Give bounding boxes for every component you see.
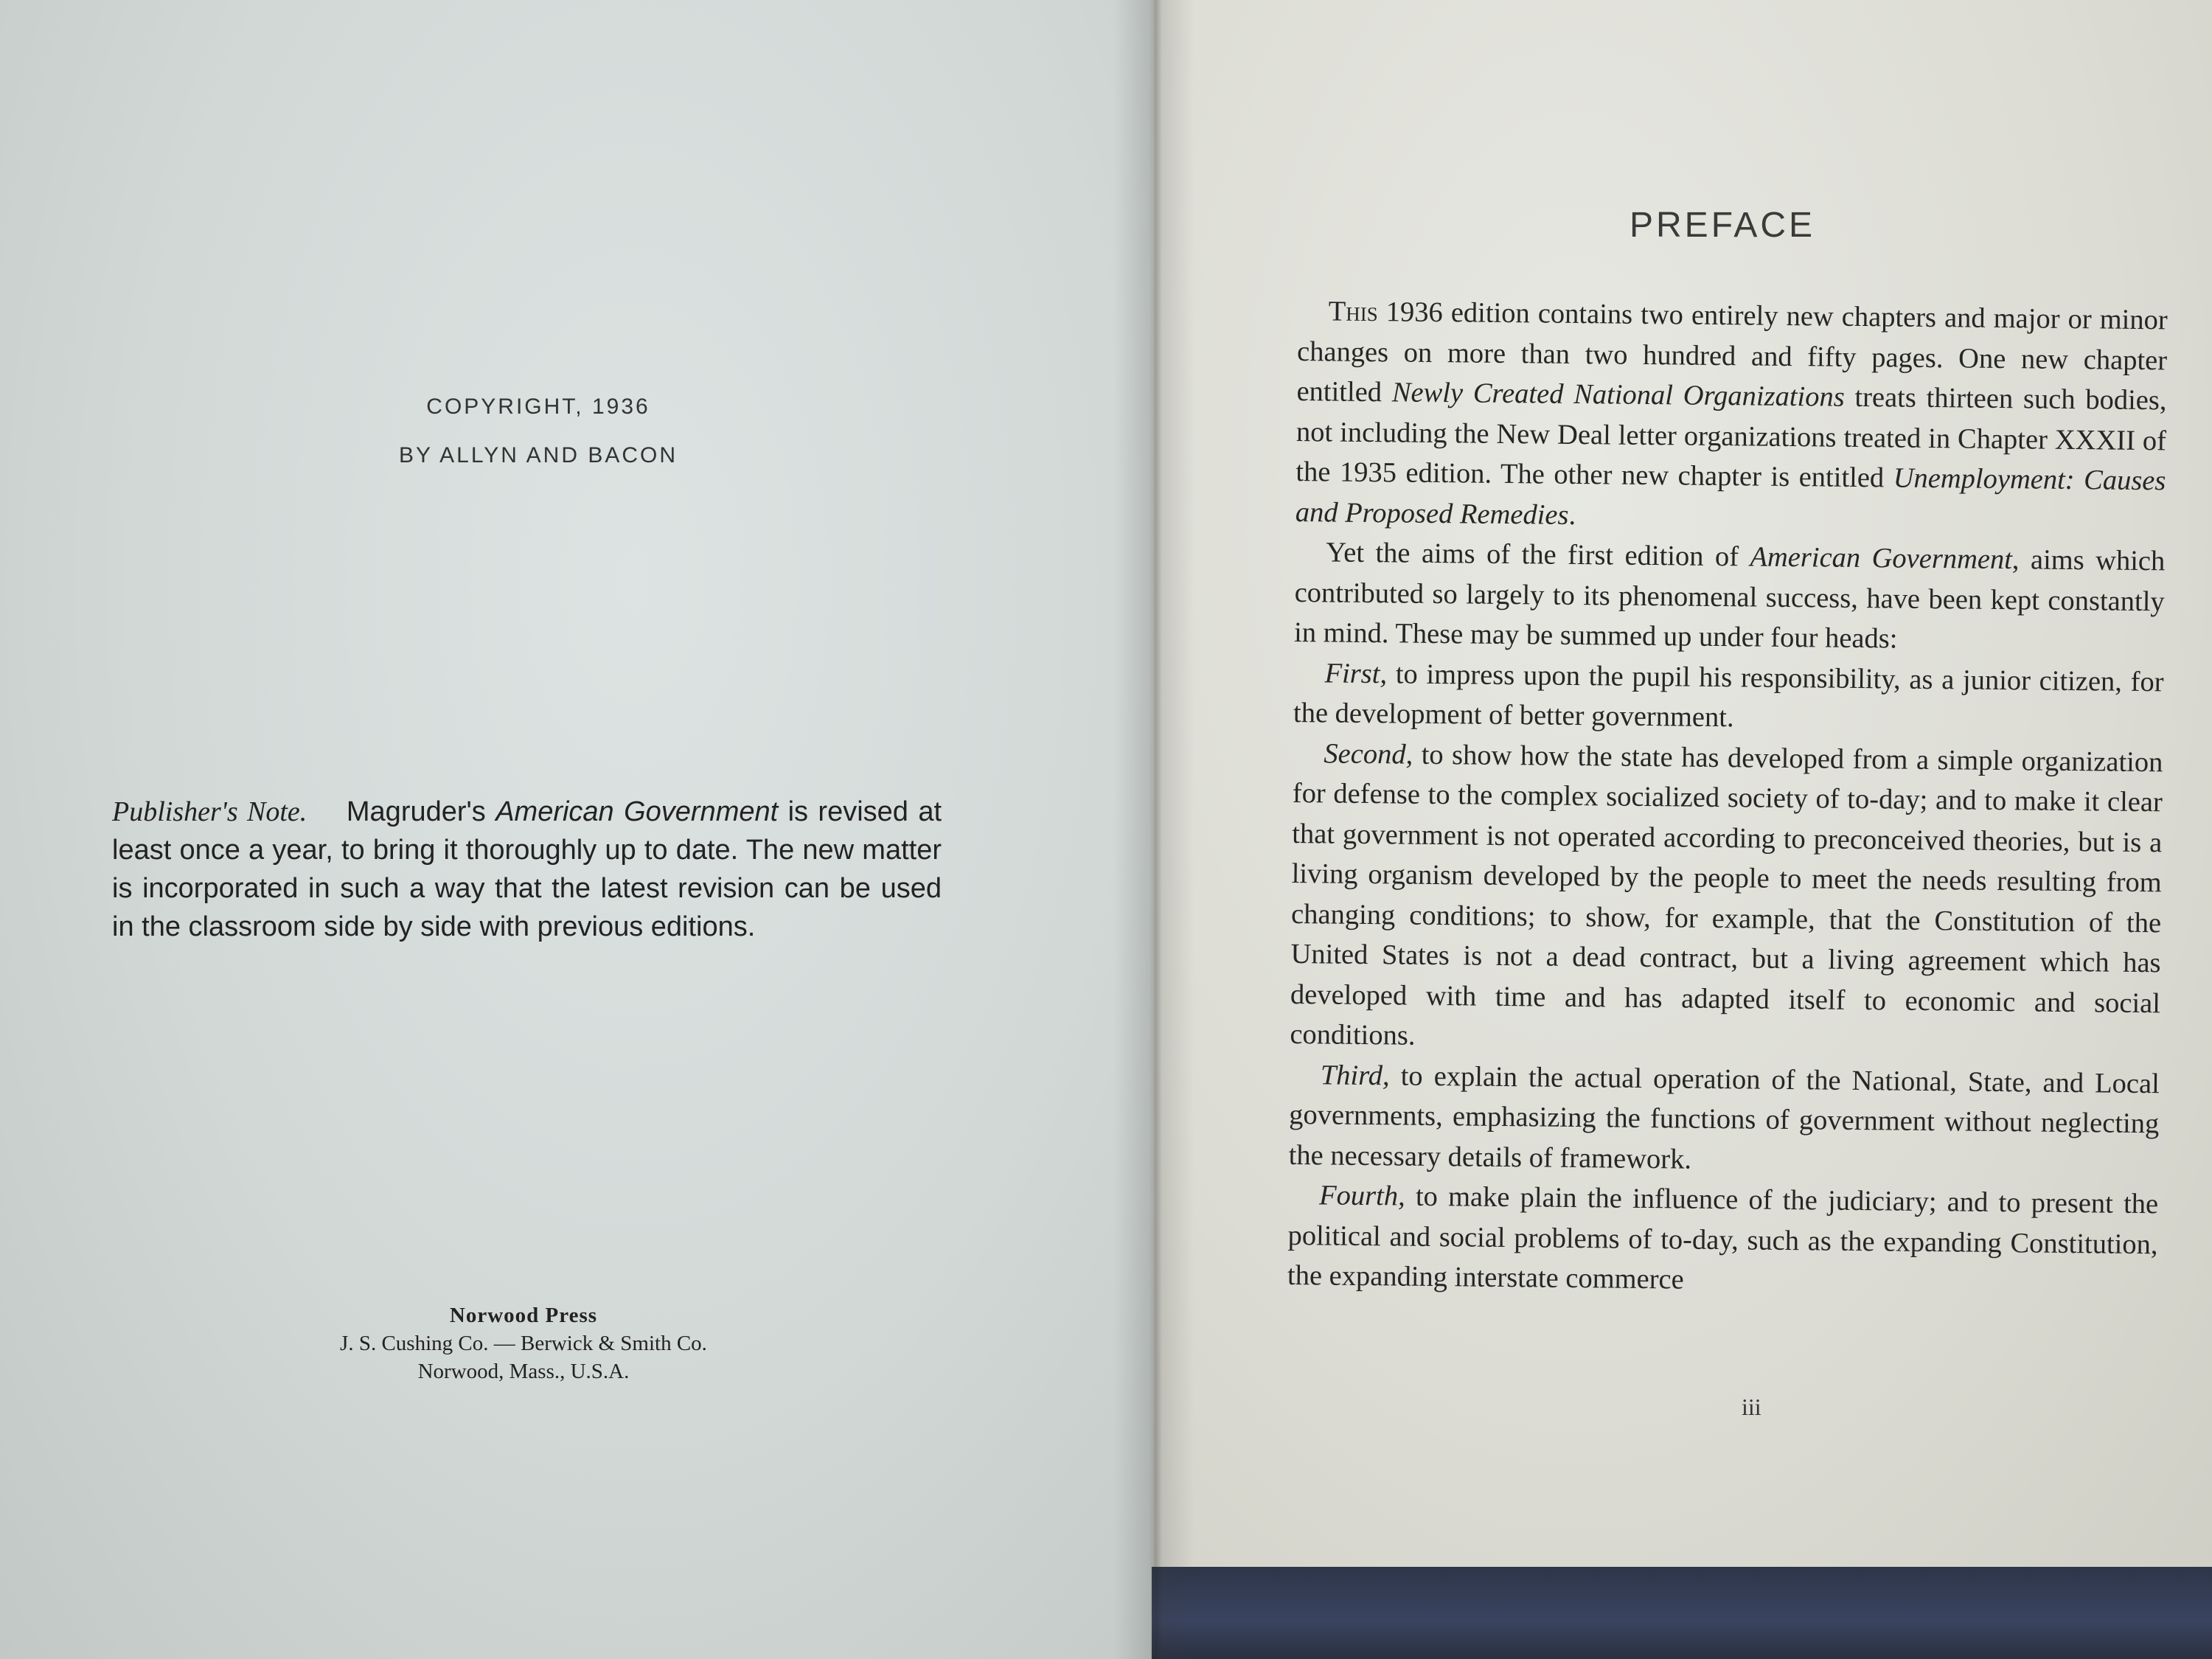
printer-press: Norwood Press xyxy=(449,1304,598,1327)
book-cover-edge xyxy=(1091,1563,2212,1659)
publishers-note-text: is revised at least once a year, to bring it thoroughly up to date. The new matter is incorporated in such a way that the latest revision can be used in the classroom side by side with previous editions. xyxy=(112,796,942,942)
preface-paragraph-3 xyxy=(1293,653,2164,742)
preface-paragraph-4 xyxy=(1290,733,2163,1063)
copyright-line: COPYRIGHT, 1936 xyxy=(426,394,650,419)
preface-para3-text: to impress upon the pupil his responsibility, as a junior citizen, for the development of better government. xyxy=(1293,658,2164,734)
printer-companies: J. S. Cushing Co. — Berwick & Smith Co. xyxy=(340,1332,707,1355)
publisher-line: BY ALLYN AND BACON xyxy=(398,443,678,467)
preface-chapter-title-a: Newly Created National Organizations xyxy=(1391,377,1845,413)
preface-para1-end: . xyxy=(1568,499,1576,531)
preface-paragraph-6 xyxy=(1287,1175,2159,1305)
preface-paragraph-2 xyxy=(1294,532,2166,662)
printer-imprint xyxy=(280,1301,767,1385)
preface-body xyxy=(1287,291,2168,1305)
publishers-note-lead: Publisher's Note. xyxy=(112,796,307,827)
publishers-note-book-title: American Government xyxy=(495,796,779,827)
preface-paragraph-5 xyxy=(1288,1054,2160,1184)
page-number: iii xyxy=(1742,1394,1761,1420)
preface-para2-text-a: Yet the aims of the first edition of xyxy=(1326,537,1739,573)
preface-para3-lead: First, xyxy=(1324,657,1388,689)
book-gutter xyxy=(1113,0,1194,1659)
preface-chapter-title-b: Unemployment: Causes and Proposed Remedies xyxy=(1295,462,2166,531)
preface-para4-text: to show how the state has developed from a simple organization for defense to the complex socialized society of to-day; and to make it clear that government is not operated according to preconceived theories, but is a living organism developed by the people to meet the needs resulting from changing conditions; to show, for example, that the Constitution of the United States is not a dead contract, but a living agreement which has developed with time and has adapted itself to economic and social conditions. xyxy=(1290,739,2163,1051)
preface-book-title: American Government xyxy=(1750,541,2013,576)
right-page xyxy=(1152,0,2212,1567)
preface-para1-text-a: 1936 edition contains two entirely new chapters and major or minor changes on more than two hundred and fifty pages. One new chapter entitled xyxy=(1296,296,2168,408)
preface-para4-lead: Second, xyxy=(1324,737,1413,771)
preface-paragraph-1 xyxy=(1295,291,2168,541)
preface-heading: PREFACE xyxy=(1630,206,1816,245)
preface-para2-text-b: , aims which contributed so largely to its phenomenal success, have been kept constantly in mind. These may be summed up under four heads: xyxy=(1293,544,2166,655)
preface-para5-lead: Third, xyxy=(1320,1059,1390,1091)
preface-para6-lead: Fourth, xyxy=(1318,1180,1405,1212)
preface-para5-text: to explain the actual operation of the National, State, and Local governments, emphasizing the functions of government without neglecting the necessary details of framework. xyxy=(1288,1060,2160,1175)
publishers-note-author: Magruder's xyxy=(346,796,486,827)
copyright-block xyxy=(332,394,745,492)
publishers-note xyxy=(112,793,942,946)
preface-first-word: This xyxy=(1328,296,1378,328)
printer-location: Norwood, Mass., U.S.A. xyxy=(417,1360,630,1383)
preface-para1-text-b: treats thirteen such bodies, not including the New Deal letter organizations treated in Chapter XXXII of the 1935 edition. The other new chapter is entitled xyxy=(1295,381,2167,494)
preface-para6-text: to make plain the influence of the judiciary; and to present the political and social problems of to-day, such as the expanding Constitution, the expanding interstate commerce xyxy=(1287,1180,2159,1295)
